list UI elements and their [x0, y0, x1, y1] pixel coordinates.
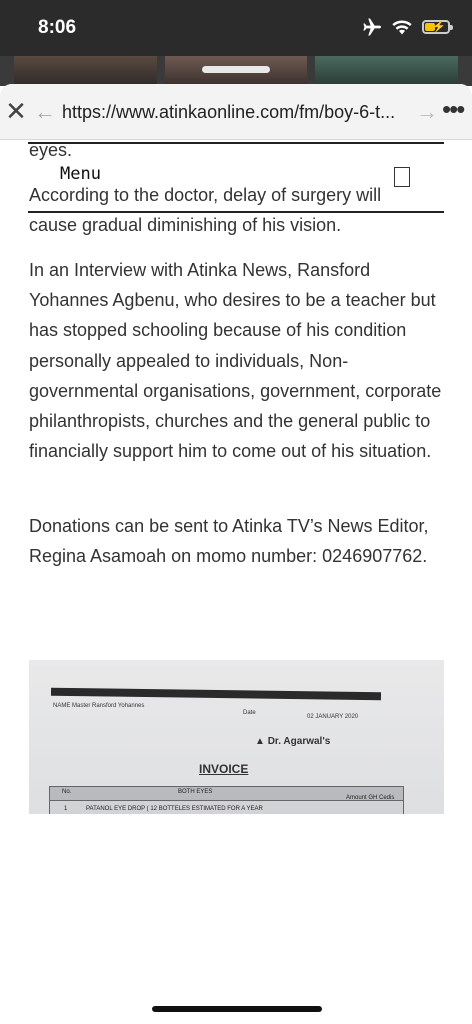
invoice-photo: [29, 660, 444, 814]
menu-button[interactable]: Menu: [60, 164, 101, 184]
invoice-date-label: Date: [243, 710, 256, 716]
invoice-row-desc: PATANOL EYE DROP ( 12 BOTTELES ESTIMATED FOR A YEAR: [86, 806, 263, 812]
hospital-name: Dr. Agarwal's: [267, 736, 331, 747]
background-thumbnail: [315, 56, 458, 86]
url-address[interactable]: https://www.atinkaonline.com/fm/boy-6-t...: [62, 102, 396, 122]
browser-toolbar: [0, 84, 472, 140]
status-bar: [0, 0, 472, 56]
divider-top: [28, 142, 444, 144]
more-options-icon[interactable]: •••: [442, 94, 464, 124]
invoice-header-bar: [51, 688, 381, 701]
article-fragment: eyes.: [29, 140, 73, 160]
sheet-grabber-handle[interactable]: [202, 66, 270, 73]
menu-toggle-checkbox[interactable]: [394, 167, 410, 187]
invoice-row-no: 1: [64, 806, 68, 812]
article-line: According to the doctor, delay of surgery will: [29, 185, 382, 205]
close-icon[interactable]: ✕: [5, 96, 27, 126]
airplane-icon: [362, 18, 382, 36]
browser-sheet: [0, 84, 472, 1024]
invoice-date: 02 JANUARY 2020: [307, 714, 359, 720]
invoice-table: [49, 786, 404, 814]
status-time: 8:06: [38, 17, 77, 38]
invoice-col-no: No.: [62, 789, 72, 795]
hospital-logo-text: ▲ Dr. Agarwal's: [255, 736, 331, 747]
article-paragraph: Donations can be sent to Atinka TV’s News Editor, Regina Asamoah on momo number: 0246907762.: [29, 516, 429, 567]
invoice-col-desc: BOTH EYES: [178, 789, 213, 795]
invoice-col-amount: Amount GH Cedis: [346, 795, 395, 801]
article-line: cause gradual diminishing of his vision.: [29, 215, 342, 235]
back-arrow-icon[interactable]: ←: [34, 99, 56, 124]
invoice-title: INVOICE: [199, 762, 249, 776]
forward-arrow-icon[interactable]: →: [416, 99, 438, 124]
home-indicator[interactable]: [152, 1006, 322, 1012]
status-icons: [362, 18, 450, 36]
background-thumbnail: [14, 56, 157, 86]
invoice-name: NAME Master Ransford Yohannes: [53, 703, 145, 709]
charging-bolt-icon: ⚡: [432, 21, 446, 33]
wifi-icon: [392, 20, 412, 35]
battery-charging-icon: [422, 20, 450, 34]
article-paragraph: In an Interview with Atinka News, Ransford Yohannes Agbenu, who desires to be a teacher but has stopped schooling because of his condition personally appealed to individuals, Non-governmental organisations, government, corporate philanthropists, churches and the general public to financially support him to come out of his situation.: [29, 260, 442, 462]
divider-bottom: [28, 211, 444, 213]
